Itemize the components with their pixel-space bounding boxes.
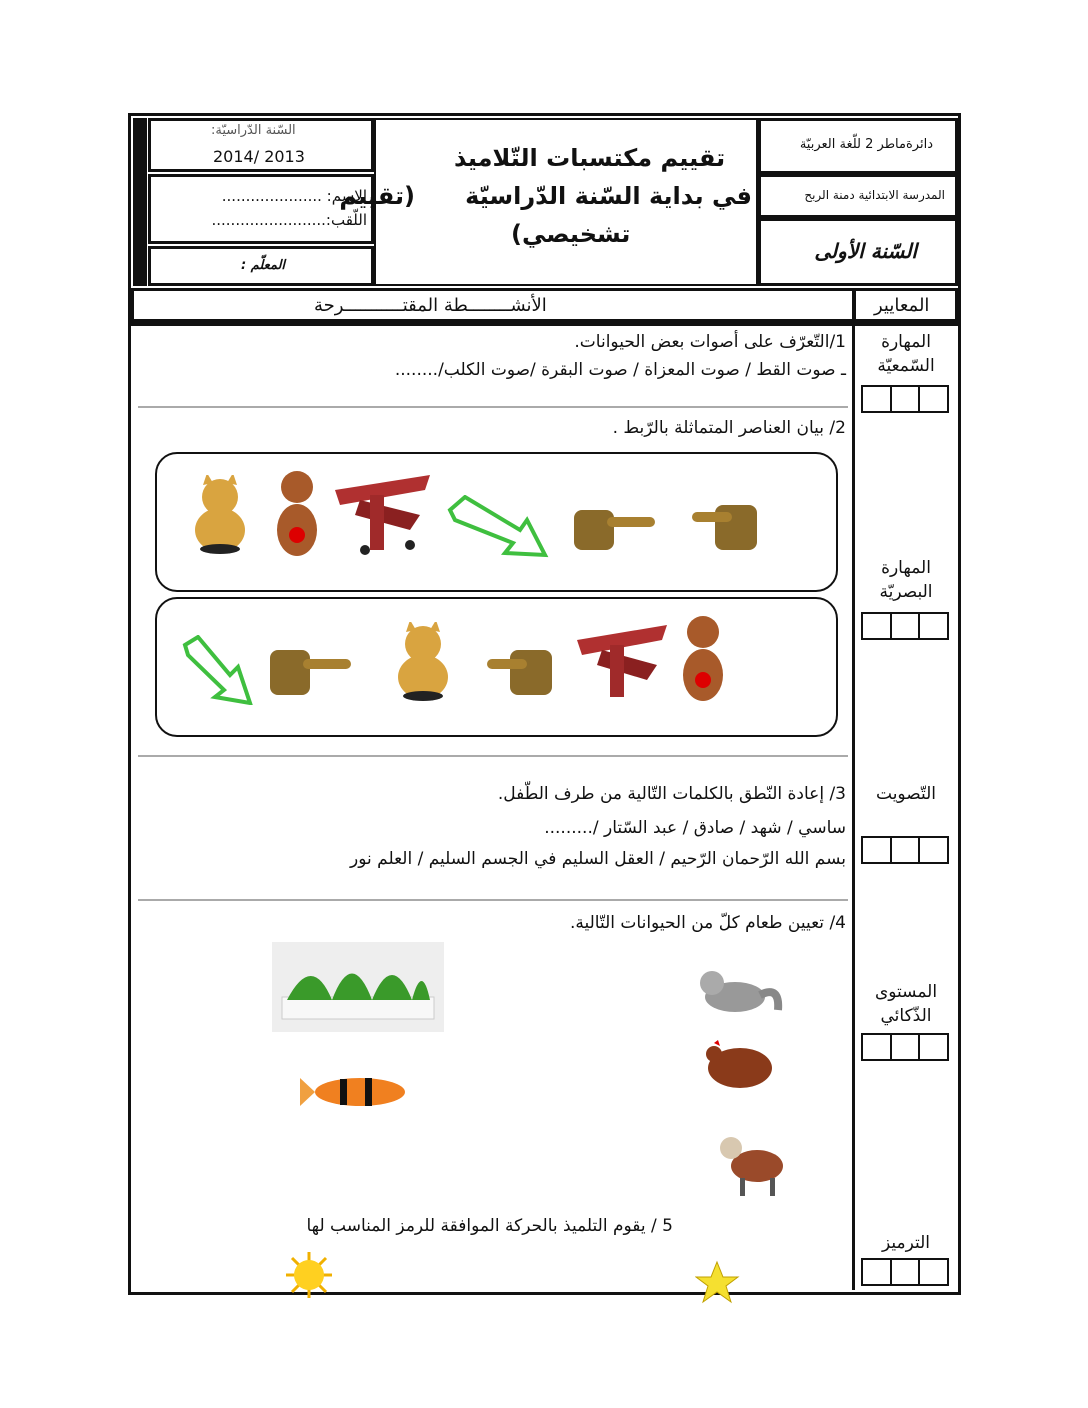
criteria-header — [853, 288, 958, 322]
score-boxes-symbols[interactable] — [861, 1258, 949, 1286]
arrow-icon[interactable] — [445, 495, 550, 560]
cat-icon[interactable] — [388, 622, 458, 702]
pointing-hand-icon[interactable] — [572, 505, 657, 555]
bear-icon[interactable] — [272, 465, 322, 560]
arrow-icon[interactable] — [180, 635, 255, 705]
criterion-line2: الذّكائي — [880, 1006, 932, 1026]
score-boxes-pronunciation[interactable] — [861, 836, 949, 864]
bear-icon[interactable] — [678, 610, 728, 705]
airplane-icon[interactable] — [330, 460, 435, 560]
activity-5-title: 5 / يقوم التلميذ بالحركة الموافقة للرمز المناسب لها — [306, 1216, 673, 1236]
score-boxes-listening[interactable] — [861, 385, 949, 413]
activity-3-title: 3/ إعادة النّطق بالكلمات التّالية من طرف الطّفل. — [497, 784, 846, 804]
activity-2-title: 2/ بيان العناصر المتماثلة بالرّبط . — [612, 418, 846, 438]
score-boxes-visual[interactable] — [861, 612, 949, 640]
criteria-column-divider — [852, 324, 855, 1290]
criteria-header-label: المعايير — [874, 295, 930, 316]
activity-3-phrases: بسم الله الرّحمان الرّحيم / العقل السليم في الجسم السليم / العلم نور — [350, 849, 846, 869]
title-box — [339, 118, 758, 286]
district: دائرةماطر 2 للّغة العربيّة — [799, 137, 933, 152]
hen-icon[interactable] — [700, 1040, 780, 1098]
name-field[interactable]: الاسم: ..................... — [221, 187, 367, 205]
title-line-3: تشخيصي) — [511, 220, 631, 248]
grade: السّنة الأولى — [814, 239, 917, 263]
school-year: 2014/ 2013 — [213, 147, 305, 166]
title-line-1: تقييم مكتسبات التّلاميذ — [454, 144, 726, 172]
criterion-intelligence — [858, 980, 954, 1028]
activity-4-title: 4/ تعيين طعام كلّ من الحيوانات التّالية. — [569, 913, 846, 933]
header-rule — [131, 322, 958, 326]
school-year-label: السّنة الدّراسيّة: — [211, 123, 296, 138]
sheep-icon[interactable] — [715, 1128, 790, 1200]
wolf-icon[interactable] — [690, 965, 785, 1020]
teacher-box — [148, 246, 374, 286]
activity-3-names: ساسي / شهد / صادق / عبد السّتار /......... — [544, 818, 846, 838]
airplane-icon[interactable] — [572, 610, 672, 705]
pointing-hand-icon[interactable] — [690, 500, 760, 555]
teacher-label: المعلّم : — [241, 258, 286, 273]
activities-header — [131, 288, 855, 322]
criterion-symbols — [858, 1231, 954, 1255]
pointing-hand-icon[interactable] — [268, 645, 353, 700]
criterion-visual — [858, 556, 954, 604]
left-bar — [133, 118, 147, 286]
cat-icon[interactable] — [185, 475, 255, 555]
criterion-pronunciation — [858, 782, 954, 806]
criterion-line1: التّصويت — [876, 784, 936, 804]
criterion-line1: المهارة — [881, 332, 931, 352]
pointing-hand-icon[interactable] — [485, 645, 555, 700]
criterion-line1: الترميز — [881, 1233, 931, 1253]
separator — [138, 406, 848, 408]
school-year-box — [148, 118, 374, 172]
criterion-line2: البصريّة — [879, 582, 933, 602]
school-box — [758, 174, 958, 218]
grade-box — [758, 218, 958, 286]
score-boxes-intelligence[interactable] — [861, 1033, 949, 1061]
star-icon[interactable] — [695, 1260, 740, 1305]
activities-header-label: الأنشــــــــطة المقتـــــــــــرحة — [314, 295, 547, 316]
school-name: المدرسة الابتدائية دمنة الربح — [804, 188, 945, 202]
activity-1-title: 1/التّعرّف على أصوات بعض الحيوانات. — [574, 332, 846, 352]
criterion-listening — [858, 330, 954, 378]
grass-image[interactable] — [272, 942, 444, 1032]
sun-icon[interactable] — [282, 1250, 337, 1300]
activity-1-text: ـ صوت القط / صوت المعزاة / صوت البقرة /صوت الكلب/........ — [394, 360, 846, 380]
fish-icon[interactable] — [300, 1070, 415, 1115]
title-line-2: في بداية السّنة الدّراسيّة (تقييم — [339, 182, 752, 210]
separator — [138, 899, 848, 901]
criterion-line1: المهارة — [881, 558, 931, 578]
separator — [138, 755, 848, 757]
criterion-line1: المستوى — [874, 982, 938, 1002]
criterion-line2: السّمعيّة — [877, 356, 935, 376]
district-box — [758, 118, 958, 174]
surname-field[interactable]: اللّقب:........................ — [211, 211, 367, 229]
